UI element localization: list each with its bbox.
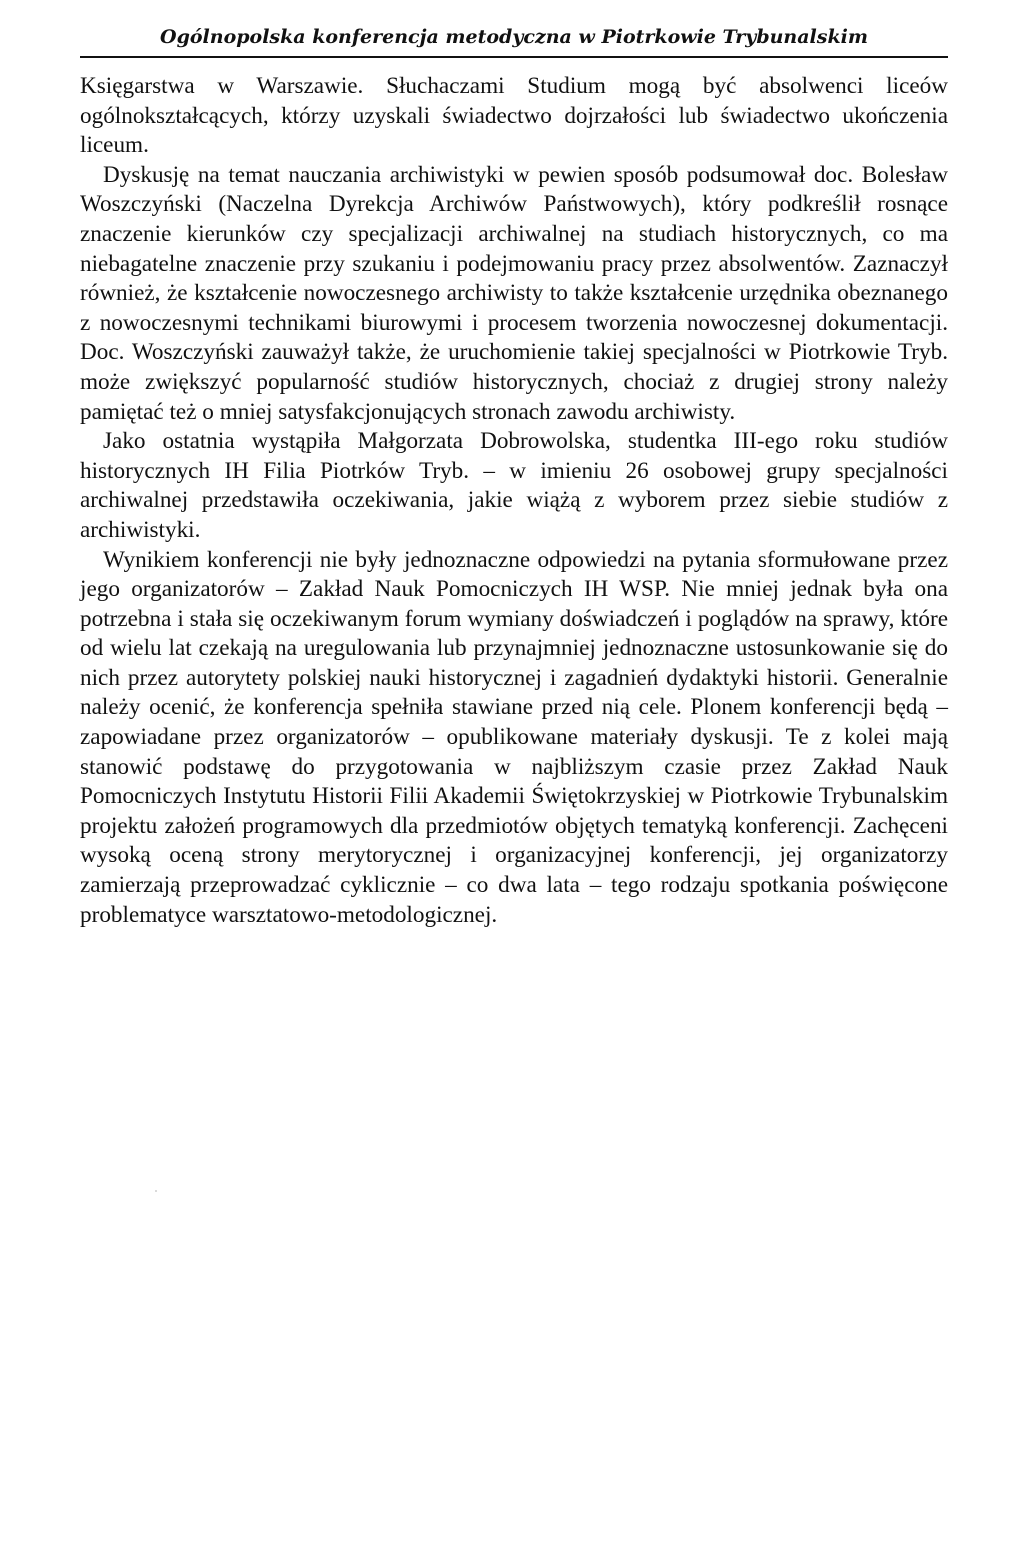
paragraph-discussion-summary: Dyskusję na temat nauczania archiwistyki w pewien sposób podsumował doc. Bolesław Woszczyński (Naczelna Dyrekcja Archiwów Państwowych), który podkreślił rosnące znaczenie kierunków czy specjalizacji archiwalnej na studiach historycznych, co ma niebagatelne znaczenie przy szukaniu i podejmowaniu pracy przez absolwentów. Zaznaczył również, że kształcenie nowoczesnego archiwisty to także kształcenie urzędnika obeznanego z nowoczesnymi technikami biurowymi i procesem tworzenia nowoczesnej dokumentacji. Doc. Woszczyński zauważył także, że uruchomienie takiej specjalności w Piotrkowie Tryb. może zwiększyć popularność studiów historycznych, chociaż z drugiej strony należy pamiętać też o mniej satysfakcjonujących stronach zawodu archiwisty. — [80, 161, 948, 425]
paragraph-continuation: Księgarstwa w Warszawie. Słuchaczami Studium mogą być absolwenci liceów ogólnokształcących, którzy uzyskali świadectwo dojrzałości lub świadectwo ukończenia liceum. — [80, 73, 948, 159]
scan-speck — [155, 1190, 157, 1192]
document-page — [80, 24, 948, 930]
paragraph-conclusion: Wynikiem konferencji nie były jednoznaczne odpowiedzi na pytania sformułowane przez jego organizatorów – Zakład Nauk Pomocniczych IH WSP. Nie mniej jednak była ona potrzebna i stała się oczekiwanym forum wymiany doświadczeń i poglądów na sprawy, które od wielu lat czekają na uregulowania lub przynajmniej jednoznaczne ustosunkowanie się do nich przez autorytety polskiej nauki historycznej i zagadnień dydaktyki historii. Generalnie należy ocenić, że konferencja spełniła stawiane przed nią cele. Plonem konferencji będą – zapowiadane przez organizatorów – opublikowane materiały dyskusji. Te z kolei mają stanowić podstawę do przygotowania w najbliższym czasie przez Zakład Nauk Pomocniczych Instytutu Historii Filii Akademii Świętokrzyskiej w Piotrkowie Trybunalskim projektu założeń programowych dla przedmiotów objętych tematyką konferencji. Zachęceni wysoką oceną strony merytorycznej i organizacyjnej konferencji, jej organizatorzy zamierzają przeprowadzać cyklicznie – co dwa lata – tego rodzaju spotkania poświęcone problematyce warsztatowo-metodologicznej. — [80, 546, 948, 928]
paragraph-student-speech: Jako ostatnia wystąpiła Małgorzata Dobrowolska, studentka III-ego roku studiów historycznych IH Filia Piotrków Tryb. – w imieniu 26 osobowej grupy specjalności archiwalnej przedstawiła oczekiwania, jakie wiążą z wyborem przez siebie studiów z archiwistyki. — [80, 428, 948, 543]
running-header: Ogólnopolska konferencja metodyczna w Piotrkowie Trybunalskim — [80, 24, 948, 58]
body-text — [80, 72, 948, 930]
